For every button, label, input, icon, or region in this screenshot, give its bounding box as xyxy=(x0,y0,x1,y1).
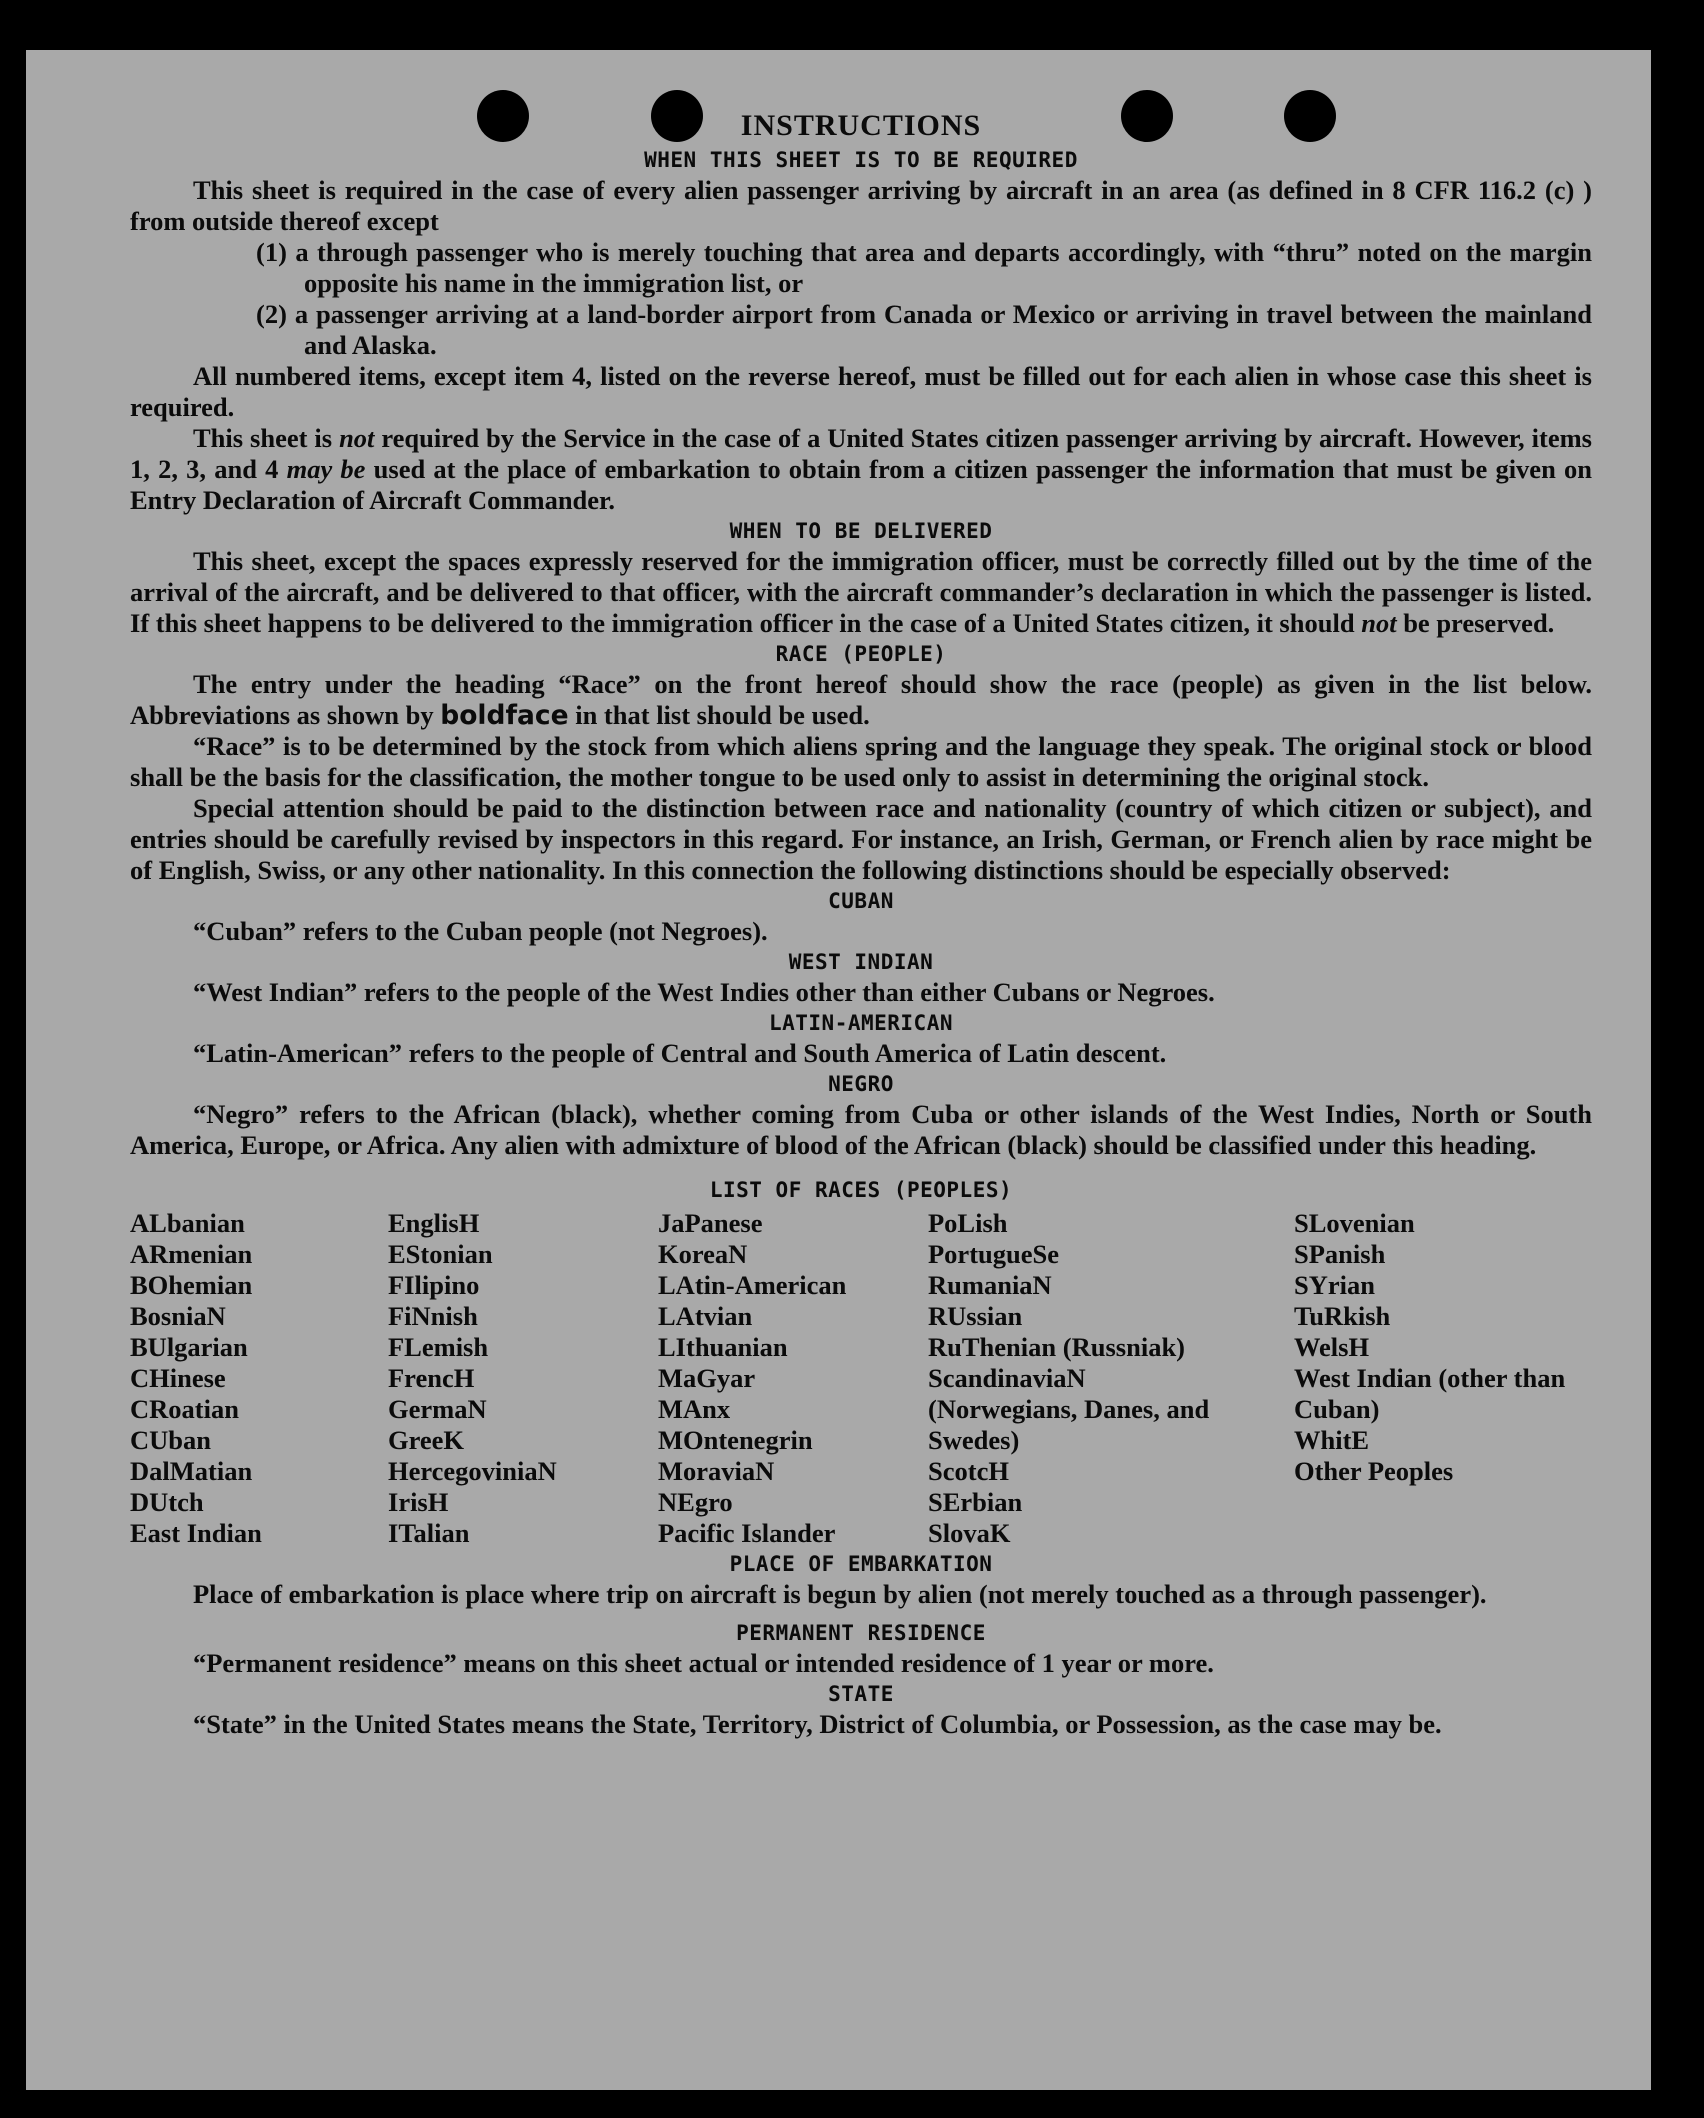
when-required-intro: This sheet is required in the case of every alien passenger arriving by aircraft in an area (as defined in 8 CFR 116.2 (c) ) from outside thereof except xyxy=(130,175,1592,236)
instructions-content xyxy=(130,107,1592,1740)
race-item: RuThenian (Russniak) xyxy=(928,1332,1186,1362)
race-paragraph-1: The entry under the heading “Race” on the front hereof should show the race (people) as given in the list below. Abbreviations as shown by boldface in that list should be used. xyxy=(130,669,1592,731)
race-item: FIlipino xyxy=(388,1270,480,1300)
race-heading: RACE (PEOPLE) xyxy=(775,642,947,666)
document-sheet xyxy=(26,50,1651,2090)
race-item: BUlgarian xyxy=(130,1332,248,1362)
embarkation-heading: PLACE OF EMBARKATION xyxy=(729,1552,993,1576)
race-item: SLovenian xyxy=(1294,1208,1415,1238)
race-item: TuRkish xyxy=(1294,1301,1391,1331)
race-item: CUban xyxy=(130,1425,212,1455)
race-item: ScandinaviaN (Norwegians, Danes, and Swedes) xyxy=(928,1363,1210,1455)
races-column-3 xyxy=(658,1208,928,1549)
race-paragraph-2: “Race” is to be determined by the stock from which aliens spring and the language they speak. The original stock or blood shall be the basis for the classification, the mother tongue to be used only to assist in determining the original stock. xyxy=(130,731,1592,792)
race-item: MaGyar xyxy=(658,1363,756,1393)
race-item: RUssian xyxy=(928,1301,1023,1331)
race-item: KoreaN xyxy=(658,1239,748,1269)
exception-2: (2) a passenger arriving at a land-border airport from Canada or Mexico or arriving in travel between the mainland and Alaska. xyxy=(256,299,1592,360)
west-indian-text: “West Indian” refers to the people of the West Indies other than either Cubans or Negroes. xyxy=(193,977,1215,1007)
numbered-items-text: All numbered items, except item 4, listed on the reverse hereof, must be filled out for each alien in whose case this sheet is required. xyxy=(130,361,1592,422)
race-item: ARmenian xyxy=(130,1239,253,1269)
races-column-1 xyxy=(130,1208,388,1549)
race-item: LAtin-American xyxy=(658,1270,847,1300)
cuban-text: “Cuban” refers to the Cuban people (not Negroes). xyxy=(193,916,768,946)
race-item: LIthuanian xyxy=(658,1332,788,1362)
race-item: WhitE xyxy=(1294,1425,1370,1455)
race-item: DalMatian xyxy=(130,1456,253,1486)
race-item: RumaniaN xyxy=(928,1270,1052,1300)
when-required-heading: WHEN THIS SHEET IS TO BE REQUIRED xyxy=(644,148,1078,172)
races-column-5 xyxy=(1294,1208,1584,1549)
race-item: LAtvian xyxy=(658,1301,753,1331)
race-item: CHinese xyxy=(130,1363,226,1393)
race-item: MOntenegrin xyxy=(658,1425,813,1455)
race-item: SPanish xyxy=(1294,1239,1386,1269)
race-item: Other Peoples xyxy=(1294,1456,1454,1486)
permanent-residence-heading: PERMANENT RESIDENCE xyxy=(736,1621,986,1645)
race-item: SYrian xyxy=(1294,1270,1375,1300)
exception-1: (1) a through passenger who is merely touching that area and departs accordingly, with “thru” noted on the margin opposite his name in the immigration list, or xyxy=(256,237,1592,298)
latin-american-text: “Latin-American” refers to the people of Central and South America of Latin descent. xyxy=(193,1038,1167,1068)
races-column-4 xyxy=(928,1208,1294,1549)
negro-text: “Negro” refers to the African (black), whether coming from Cuba or other islands of the West Indies, North or South America, Europe, or Africa. Any alien with admixture of blood of the African (black) should be classified under this heading. xyxy=(130,1099,1592,1160)
race-item: FiNnish xyxy=(388,1301,478,1331)
race-item: PortugueSe xyxy=(928,1239,1060,1269)
race-item: ScotcH xyxy=(928,1456,1009,1486)
race-item: WelsH xyxy=(1294,1332,1370,1362)
list-of-races-heading: LIST OF RACES (PEOPLES) xyxy=(709,1178,1013,1202)
race-item: FrencH xyxy=(388,1363,475,1393)
latin-american-heading: LATIN-AMERICAN xyxy=(768,1011,953,1035)
race-item: MoraviaN xyxy=(658,1456,775,1486)
permanent-residence-text: “Permanent residence” means on this sheet actual or intended residence of 1 year or more. xyxy=(193,1648,1214,1678)
state-text: “State” in the United States means the State, Territory, District of Columbia, or Possession, as the case may be. xyxy=(193,1709,1442,1739)
race-item: EnglisH xyxy=(388,1208,480,1238)
race-item: East Indian xyxy=(130,1518,262,1548)
embarkation-text: Place of embarkation is place where trip on aircraft is begun by alien (not merely touched as a through passenger). xyxy=(193,1579,1487,1609)
race-item: BosniaN xyxy=(130,1301,226,1331)
race-item: West Indian (other than Cuban) xyxy=(1294,1363,1566,1424)
race-item: DUtch xyxy=(130,1487,204,1517)
races-column-2 xyxy=(388,1208,658,1549)
race-item: JaPanese xyxy=(658,1208,763,1238)
race-item: ITalian xyxy=(388,1518,470,1548)
race-item: ALbanian xyxy=(130,1208,245,1238)
race-item: EStonian xyxy=(388,1239,493,1269)
race-item: GreeK xyxy=(388,1425,465,1455)
instructions-title: INSTRUCTIONS xyxy=(740,109,982,142)
race-item: IrisH xyxy=(388,1487,449,1517)
race-item: MAnx xyxy=(658,1394,731,1424)
race-item: HercegoviniaN xyxy=(388,1456,557,1486)
race-paragraph-3: Special attention should be paid to the distinction between race and nationality (country of which citizen or subject), and entries should be carefully revised by inspectors in this regard. For instance, an Irish, German, or French alien by race might be of English, Swiss, or any other nationality. In this connection the following distinctions should be especially observed: xyxy=(130,793,1592,885)
negro-heading: NEGRO xyxy=(828,1072,894,1096)
race-item: PoLish xyxy=(928,1208,1008,1238)
race-item: GermaN xyxy=(388,1394,487,1424)
race-item: BOhemian xyxy=(130,1270,253,1300)
race-item: FLemish xyxy=(388,1332,489,1362)
when-delivered-text: This sheet, except the spaces expressly reserved for the immigration officer, must be correctly filled out by the time of the arrival of the aircraft, and be delivered to that officer, with the aircraft commander’s declaration in which the passenger is listed. If this sheet happens to be delivered to the immigration officer in the case of a United States citizen, it should not be preserved. xyxy=(130,546,1592,638)
races-list xyxy=(130,1208,1592,1549)
race-item: Pacific Islander xyxy=(658,1518,836,1548)
cuban-heading: CUBAN xyxy=(828,889,894,913)
citizen-paragraph: This sheet is not required by the Service in the case of a United States citizen passenger arriving by aircraft. However, items 1, 2, 3, and 4 may be used at the place of embarkation to obtain from a citizen passenger the information that must be given on Entry Declaration of Aircraft Commander. xyxy=(130,423,1592,515)
race-item: SlovaK xyxy=(928,1518,1011,1548)
race-item: CRoatian xyxy=(130,1394,239,1424)
west-indian-heading: WEST INDIAN xyxy=(788,950,934,974)
when-delivered-heading: WHEN TO BE DELIVERED xyxy=(729,519,993,543)
race-item: SErbian xyxy=(928,1487,1023,1517)
race-item: NEgro xyxy=(658,1487,733,1517)
state-heading: STATE xyxy=(828,1682,894,1706)
